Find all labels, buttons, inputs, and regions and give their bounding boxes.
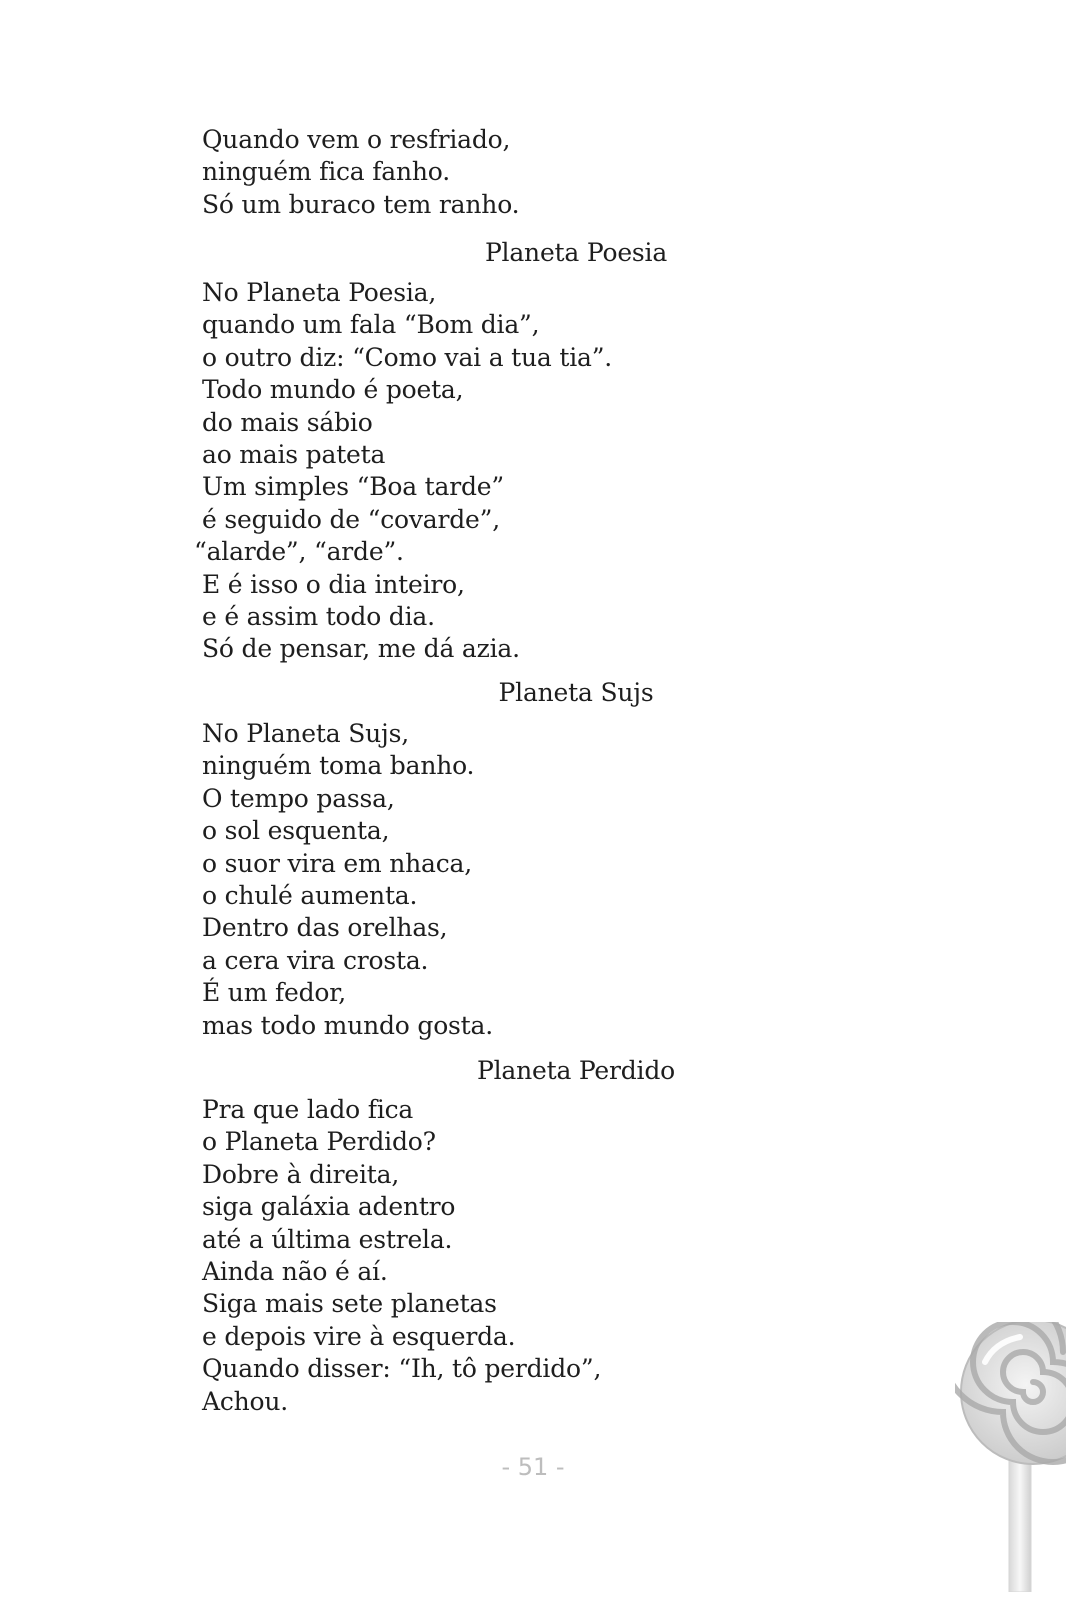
- poem-line: ao mais pateta: [202, 440, 386, 470]
- poem-line: o suor vira em nhaca,: [202, 848, 473, 878]
- poem-stanza: [202, 718, 493, 1042]
- poem-stanza: [194, 277, 613, 666]
- poem-line: o Planeta Perdido?: [202, 1127, 436, 1157]
- poem-line: Achou.: [202, 1386, 289, 1416]
- poem-title: Planeta Poesia: [484, 238, 668, 267]
- page-number: - 51 -: [501, 1453, 565, 1481]
- lollipop-icon: [955, 1322, 1066, 1592]
- poem-line: ninguém toma banho.: [202, 751, 475, 781]
- poem-line: quando um fala “Bom dia”,: [202, 310, 540, 340]
- poem-line: E é isso o dia inteiro,: [202, 569, 465, 599]
- poem-line: do mais sábio: [202, 407, 373, 437]
- poem-line: mas todo mundo gosta.: [202, 1010, 493, 1040]
- poem-line: Quando disser: “Ih, tô perdido”,: [202, 1354, 602, 1384]
- poem-line: até a última estrela.: [202, 1224, 453, 1254]
- poem-line: Dobre à direita,: [202, 1159, 400, 1189]
- poem-line: “alarde”, “arde”.: [194, 537, 404, 567]
- poem-line: Dentro das orelhas,: [202, 913, 448, 943]
- poem-line: O tempo passa,: [202, 783, 395, 813]
- poem-title: Planeta Sujs: [498, 678, 654, 707]
- poem-line: Quando vem o resfriado,: [202, 125, 511, 154]
- poem-line: o chulé aumenta.: [202, 881, 418, 911]
- poem-line: Um simples “Boa tarde”: [202, 472, 504, 502]
- poem-line: é seguido de “covarde”,: [202, 504, 500, 534]
- poem-line: Todo mundo é poeta,: [202, 375, 464, 405]
- poem-line: No Planeta Sujs,: [202, 719, 409, 748]
- poem-stanza: [202, 1094, 601, 1418]
- poem-line: ninguém fica fanho.: [202, 157, 450, 187]
- poem-line: É um fedor,: [202, 978, 347, 1008]
- poem-line: No Planeta Poesia,: [202, 278, 437, 307]
- poem-line: o outro diz: “Como vai a tua tia”.: [202, 342, 613, 372]
- poem-line: Só um buraco tem ranho.: [202, 189, 520, 219]
- poem-line: siga galáxia adentro: [202, 1192, 456, 1222]
- poem-line: Pra que lado fica: [202, 1095, 414, 1124]
- poem-line: o sol esquenta,: [202, 816, 390, 846]
- intro-stanza: [202, 124, 519, 221]
- poem-line: Ainda não é aí.: [202, 1257, 388, 1287]
- poem-line: e é assim todo dia.: [202, 602, 435, 632]
- poem-line: Siga mais sete planetas: [202, 1289, 497, 1319]
- poem-line: Só de pensar, me dá azia.: [202, 634, 520, 664]
- poem-title: Planeta Perdido: [476, 1056, 675, 1085]
- poem-line: e depois vire à esquerda.: [202, 1321, 516, 1351]
- poem-line: a cera vira crosta.: [202, 945, 429, 975]
